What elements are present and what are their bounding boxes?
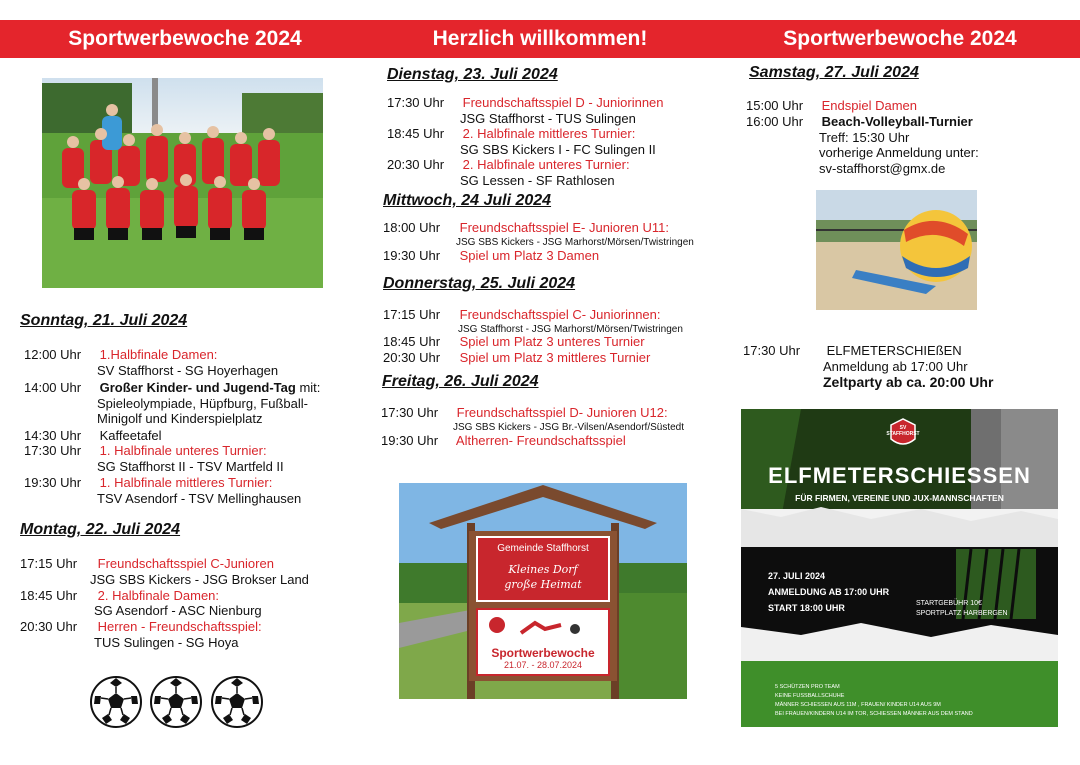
schedule-detail: SG Staffhorst II - TSV Martfeld II (97, 459, 284, 474)
schedule-detail: JSG Staffhorst - TUS Sulingen (460, 111, 636, 126)
poster-headline: ELFMETERSCHIESSEN (768, 463, 1031, 488)
schedule-detail: Anmeldung ab 17:00 Uhr (823, 359, 968, 374)
schedule-row: 20:30 Uhr Spiel um Platz 3 mittleres Turnier (383, 350, 651, 365)
schedule-row: 18:00 Uhr Freundschaftsspiel E- Junioren U11: (383, 220, 669, 235)
schedule-row: 17:15 Uhr Freundschaftsspiel C-Junioren (20, 556, 274, 571)
schedule-detail: SG SBS Kickers I - FC Sulingen II (460, 142, 656, 157)
schedule-detail: JSG SBS Kickers - JSG Br.-Vilsen/Asendorf/Süstedt (453, 422, 685, 433)
elfmeter-poster (741, 409, 1058, 727)
team-photo (42, 78, 323, 288)
schedule-detail: JSG Staffhorst - JSG Marhorst/Mörsen/Twistringen (458, 324, 683, 335)
schedule-detail: sv-staffhorst@gmx.de (819, 161, 946, 176)
poster-rules (775, 683, 973, 719)
sign-top-text: Gemeinde Staffhorst (497, 543, 589, 554)
schedule-detail: TUS Sulingen - SG Hoya (94, 635, 239, 650)
schedule-row: 14:00 Uhr Großer Kinder- und Jugend-Tag mit: (24, 380, 321, 395)
soccer-ball-icon (150, 676, 202, 728)
schedule-row: 14:30 Uhr Kaffeetafel (24, 428, 162, 443)
soccer-ball-icon (90, 676, 142, 728)
village-sign-photo (399, 483, 687, 699)
schedule-row: 19:30 Uhr Spiel um Platz 3 Damen (383, 248, 600, 263)
schedule-row: 19:30 Uhr 1. Halbfinale mittleres Turnier: (24, 475, 273, 490)
sign-dates: 21.07. - 28.07.2024 (503, 660, 583, 670)
schedule-row: 18:45 Uhr 2. Halbfinale Damen: (20, 588, 220, 603)
header-left-title: Sportwerbewoche 2024 (68, 27, 302, 50)
schedule-row: 17:15 Uhr Freundschaftsspiel C- Juniorinnen: (383, 307, 661, 322)
day-heading-montag: Montag, 22. Juli 2024 (20, 521, 181, 538)
day-heading-sonntag: Sonntag, 21. Juli 2024 (20, 312, 188, 329)
poster-fee: STARTGEBÜHR 10€ (916, 600, 982, 607)
day-heading-dienstag: Dienstag, 23. Juli 2024 (387, 66, 558, 83)
poster-rule: 5 SCHÜTZEN PRO TEAM (775, 684, 840, 690)
poster-rule: BEI FRAUEN/KINDERN U14 IM TOR, SCHIESSEN MÄNNER AUS DEM STAND (775, 711, 973, 717)
sign-slogan-1: Kleines Dorf (508, 563, 578, 576)
day-heading-samstag: Samstag, 27. Juli 2024 (749, 64, 919, 81)
schedule-row: 18:45 Uhr Spiel um Platz 3 unteres Turnier (383, 334, 645, 349)
schedule-row: 17:30 Uhr 1. Halbfinale unteres Turnier: (24, 443, 267, 458)
schedule-row: 20:30 Uhr 2. Halbfinale unteres Turnier: (387, 157, 630, 172)
header-center-title: Herzlich willkommen! (432, 27, 648, 50)
poster-subline: FÜR FIRMEN, VEREINE UND JUX-MANNSCHAFTEN (795, 493, 1004, 503)
schedule-row: 12:00 Uhr 1.Halbfinale Damen: (24, 347, 218, 362)
beach-volleyball-photo (816, 190, 977, 310)
zeltparty-text: Zeltparty ab ca. 20:00 Uhr (823, 374, 994, 390)
poster-logo-text: SV STAFFHORST (886, 425, 920, 437)
schedule-row: 20:30 Uhr Herren - Freundschaftsspiel: (20, 619, 262, 634)
poster-start: START 18:00 UHR (768, 603, 845, 613)
schedule-row: 17:30 Uhr Freundschaftsspiel D - Juniorinnen (387, 95, 664, 110)
day-heading-mittwoch: Mittwoch, 24 Juli 2024 (383, 192, 552, 209)
schedule-row: 16:00 Uhr Beach-Volleyball-Turnier (746, 114, 973, 129)
header-right-title: Sportwerbewoche 2024 (783, 27, 1017, 50)
soccer-ball-icon (211, 676, 263, 728)
schedule-detail: vorherige Anmeldung unter: (819, 145, 979, 160)
schedule-detail: Minigolf und Kinderspielplatz (97, 411, 263, 426)
schedule-detail: SG Lessen - SF Rathlosen (460, 173, 615, 188)
schedule-detail: Spieleolympiade, Hüpfburg, Fußball- (97, 396, 308, 411)
schedule-row: 17:30 Uhr Freundschaftsspiel D- Junioren U12: (381, 405, 668, 420)
poster-place: SPORTPLATZ HARBERGEN (916, 610, 1008, 617)
schedule-row: 18:45 Uhr 2. Halbfinale mittleres Turnier: (387, 126, 636, 141)
schedule-row: 17:30 Uhr ELFMETERSCHIEßEN (743, 343, 962, 358)
schedule-detail: Treff: 15:30 Uhr (819, 130, 910, 145)
poster-date: 27. JULI 2024 (768, 571, 826, 581)
poster-rule: KEINE FUSSBALLSCHUHE (775, 693, 845, 699)
schedule-row: 19:30 Uhr Altherren- Freundschaftsspiel (381, 433, 626, 448)
schedule-detail: SG Asendorf - ASC Nienburg (94, 603, 262, 618)
schedule-detail: JSG SBS Kickers - JSG Brokser Land (90, 572, 309, 587)
schedule-detail: JSG SBS Kickers - JSG Marhorst/Mörsen/Twistringen (456, 237, 694, 248)
day-heading-freitag: Freitag, 26. Juli 2024 (382, 373, 539, 390)
poster-rule: MÄNNER SCHIESSEN AUS 11M , FRAUEN/ KINDER U14 AUS 9M (775, 702, 941, 708)
schedule-row: 15:00 Uhr Endspiel Damen (746, 98, 918, 113)
schedule-detail: TSV Asendorf - TSV Mellinghausen (97, 491, 302, 506)
schedule-detail: SV Staffhorst - SG Hoyerhagen (97, 363, 279, 378)
sign-slogan-2: große Heimat (504, 578, 582, 591)
day-heading-donnerstag: Donnerstag, 25. Juli 2024 (383, 275, 576, 292)
poster-anmeldung: ANMELDUNG AB 17:00 UHR (768, 587, 890, 597)
sign-name: Sportwerbewoche (491, 646, 595, 660)
